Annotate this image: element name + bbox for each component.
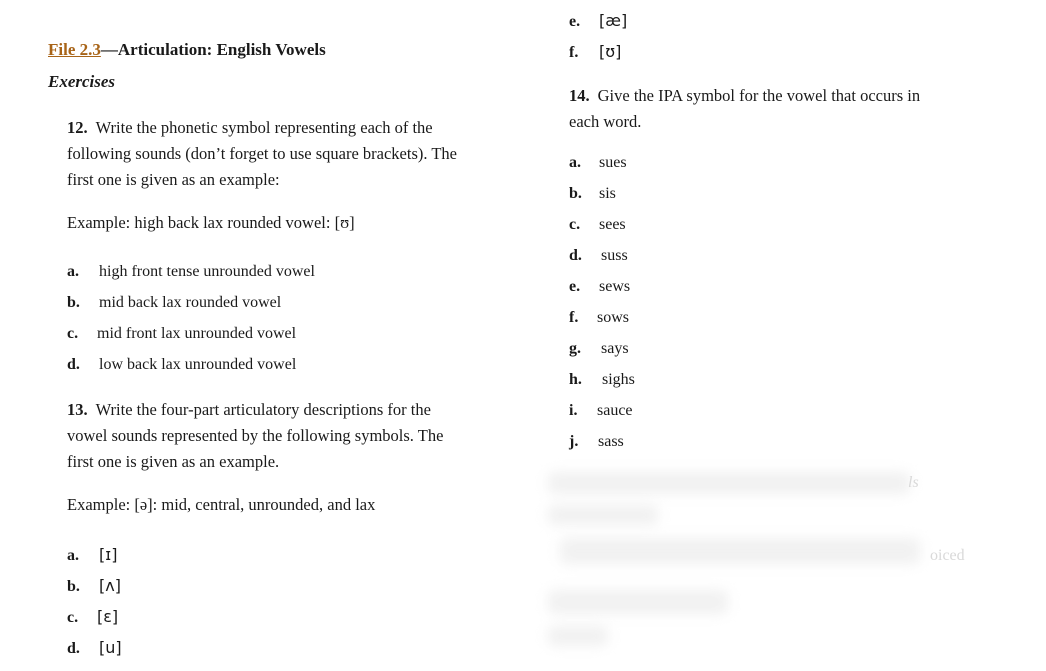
faded-fragment-2: oiced <box>930 547 965 564</box>
q12-item-c-label: c. <box>67 325 79 342</box>
q12-item-d-label: d. <box>67 356 80 373</box>
q12-item-a-text: high front tense unrounded vowel <box>99 263 315 280</box>
q12-item-a <box>67 263 315 281</box>
q12-item-b-label: b. <box>67 294 80 311</box>
obscured-line-2 <box>548 505 658 525</box>
q14-item-j-word: sass <box>598 433 624 450</box>
q13-item-d <box>67 638 122 658</box>
q14-item-b-word: sis <box>599 185 616 202</box>
file-title <box>48 40 326 60</box>
file-link[interactable]: File 2.3 <box>48 40 101 59</box>
q14-item-j-label: j. <box>569 433 579 450</box>
q12-item-d <box>67 356 296 374</box>
q14-item-e <box>569 278 630 296</box>
q14-item-b <box>569 185 616 203</box>
q14-item-d-word: suss <box>601 247 628 264</box>
q13-prompt <box>67 397 443 475</box>
q13-item-a-label: a. <box>67 547 79 564</box>
q13-item-d-symbol: [u] <box>99 638 122 657</box>
q14-item-g <box>569 340 629 358</box>
q14-item-d-label: d. <box>569 247 582 264</box>
q12-line2: following sounds (don’t forget to use square brackets). The <box>67 144 457 163</box>
q13-item-f-label: f. <box>569 44 579 61</box>
q14-item-j <box>569 433 624 451</box>
q13-item-c-symbol: [ɛ] <box>97 607 119 626</box>
q13-item-c-label: c. <box>67 609 79 626</box>
q12-line1: Write the phonetic symbol representing each of the <box>95 118 433 137</box>
q13-item-d-label: d. <box>67 640 80 657</box>
q13-item-e-label: e. <box>569 13 581 30</box>
q13-item-b-symbol: [ʌ] <box>99 576 121 595</box>
q14-item-f-word: sows <box>597 309 630 326</box>
q14-item-g-word: says <box>601 340 629 357</box>
q13-line2: vowel sounds represented by the following symbols. The <box>67 426 444 445</box>
obscured-line-1 <box>548 472 910 494</box>
q14-item-h <box>569 371 635 389</box>
q12-item-b <box>67 294 281 312</box>
q14-prompt <box>569 83 920 135</box>
q12-item-c-text: mid front lax unrounded vowel <box>97 325 297 342</box>
q13-item-f <box>569 42 621 62</box>
q12-item-b-text: mid back lax rounded vowel <box>99 294 282 311</box>
q14-item-i <box>569 402 633 420</box>
section-heading: Exercises <box>48 72 116 91</box>
q12-example: Example: high back lax rounded vowel: [ʊ] <box>67 213 355 232</box>
q14-item-b-label: b. <box>569 185 582 202</box>
obscured-line-5 <box>548 626 608 646</box>
q14-item-a-word: sues <box>599 154 627 171</box>
q14-item-c-label: c. <box>569 216 581 233</box>
file-title-text: —Articulation: English Vowels <box>100 40 326 59</box>
q12-prompt <box>67 115 457 193</box>
q14-item-i-word: sauce <box>597 402 633 419</box>
q13-item-b <box>67 576 121 596</box>
q14-item-h-label: h. <box>569 371 582 388</box>
q14-item-h-word: sighs <box>602 371 635 388</box>
q14-item-g-label: g. <box>569 340 581 357</box>
q13-item-e-symbol: [æ] <box>599 11 628 30</box>
q12-item-a-label: a. <box>67 263 79 280</box>
q13-item-a-symbol: [ɪ] <box>99 545 118 564</box>
q13-item-b-label: b. <box>67 578 80 595</box>
obscured-line-3 <box>560 538 920 564</box>
q13-line3: first one is given as an example. <box>67 452 280 471</box>
q14-line1: Give the IPA symbol for the vowel that occurs in <box>597 86 921 105</box>
q12-item-d-text: low back lax unrounded vowel <box>99 356 297 373</box>
q14-item-e-word: sews <box>599 278 631 295</box>
q12-number: 12. <box>67 118 88 137</box>
q12-item-c <box>67 325 296 343</box>
obscured-line-4 <box>548 590 728 614</box>
q13-line1: Write the four-part articulatory descriptions for the <box>95 400 431 419</box>
faded-fragment-1: ls <box>908 474 919 491</box>
q13-item-f-symbol: [ʊ] <box>599 42 622 61</box>
q13-item-e <box>569 11 627 31</box>
q14-item-c-word: sees <box>599 216 626 233</box>
q14-item-f-label: f. <box>569 309 579 326</box>
q14-item-a <box>569 154 627 172</box>
q13-example: Example: [ə]: mid, central, unrounded, and lax <box>67 495 376 514</box>
q14-item-f <box>569 309 629 327</box>
q14-item-a-label: a. <box>569 154 581 171</box>
q14-number: 14. <box>569 86 590 105</box>
q14-line2: each word. <box>569 112 642 131</box>
q12-line3: first one is given as an example: <box>67 170 280 189</box>
q13-number: 13. <box>67 400 88 419</box>
q14-item-d <box>569 247 628 265</box>
q14-item-c <box>569 216 626 234</box>
q14-item-i-label: i. <box>569 402 578 419</box>
q13-item-a <box>67 545 117 565</box>
q14-item-e-label: e. <box>569 278 581 295</box>
q13-item-c <box>67 607 118 627</box>
